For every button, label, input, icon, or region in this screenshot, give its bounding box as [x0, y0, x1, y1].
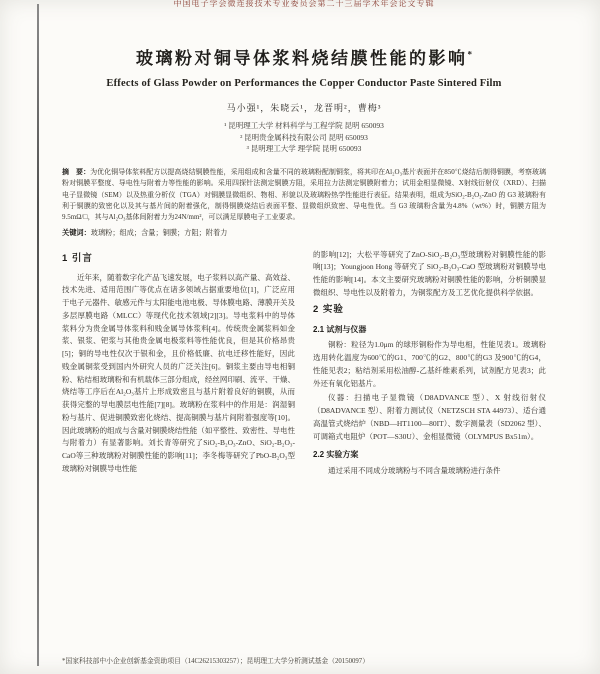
keywords-text: 玻璃粉；组成；含量；铜膜；方阻；附着力: [90, 228, 228, 237]
conference-banner-text: 中国电子学会微连接技术专业委员会第二十三届学术年会论文专辑: [173, 0, 435, 8]
authors-line: 马小强¹，朱晓云¹，龙晋明²，曹梅³: [226, 103, 382, 113]
abstract-block: [62, 167, 546, 224]
keywords-label: 关键词：: [62, 227, 91, 237]
affiliation-line-3: ³ 昆明理工大学 理学院 昆明 650093: [246, 144, 362, 154]
instruments-paragraph: 仪器：扫描电子显微镜（D8ADVANCE 型）、X 射线衍射仪（D8ADVANCE 型）、附着力测试仪（NETZSCH STA 44973）、适台通高温管式烧结炉（NBD—HT1100—80IT）、数字测量表（SD2062 型）、可调箱式电阻炉（POT—S30U）、金相显微镜（OLYMPUS Bx51m）。: [313, 393, 546, 441]
abstract-text: 为优化铜导体浆料配方以提高烧结铜膜性能，采用组成和含量不同的玻璃粉配制铜浆，将其印在Al₂O₃基片表面并在850℃烧结后制得铜膜，考察玻璃粉对铜膜平整度、导电性与附着力等性能的影响。采用四探针法测定铜膜方阻，采用拉力法测定铜膜附着力；试用金相显微镜、X射线衍射仪（XRD）、扫描电子显微镜（SEM）以及热重分析仪（TGA）对铜膜显微组织、物相、形貌以及玻璃粉热学性能进行表征。结果表明，组成为SiO₂-B₂O₃-ZnO 的 G3 玻璃粉有利于铜膜的致密化以及其与基片间的附着强化，制得铜膜烧结后表面平整、显微组织致密、导电性优。当 G3 玻璃粉含量为4.8%（wt%）时，铜膜方阻为9.5mΩ/□，其与Al₂O₃基体间附着力为24N/mm²，可以满足厚膜电子工业要求。: [62, 167, 547, 222]
affiliation-line-1: ¹ 昆明理工大学 材料科学与工程学院 昆明 650093: [224, 121, 384, 130]
experiment-plan-paragraph: 通过采用不同成分玻璃粉与不同含量玻璃粉进行条件: [328, 465, 501, 475]
section-2-2-heading: 2.2 实验方案: [313, 450, 359, 460]
column-left: [62, 249, 295, 480]
affiliations-block: [62, 120, 546, 155]
section-2-1-heading: 2.1 试剂与仪器: [313, 324, 367, 334]
paper-title: [62, 44, 546, 69]
page-content: [62, 0, 546, 480]
funding-footnote: *国家科技部中小企业创新基金资助项目（14C26215303257）；昆明理工大学分析测试基金（20150097）: [62, 658, 369, 666]
introduction-paragraph: 近年来，随着数字化产品飞速发展，电子浆料以高产量、高效益、技术先进、适用范围广等优点在诸多领域占据重要地位[1]，广泛应用于电子元器件、敏感元件与太阳能电池电极、导体膜电路、薄膜开关及多层厚膜电路（MLCC）等现代化技术领域[2][3]。导电浆料中的导体浆料分为贵金属导体浆料和贱金属导体浆料[4]。传统贵金属浆料如金浆、银浆、钯浆与其他贵金属电极浆料等性能优良，但是其价格昂贵[5]；铜的导电性仅次于银和金，且价格低廉、抗电迁移性能好，因此贱金属铜浆受到国内外研究人员的广泛关注[6]。铜浆主要由导电相铜粉、粘结相玻璃粉和有机载体三部分组成，经丝网印刷、流平、干燥、烧结等工序后在Al₂O₃基片上形成致密且与基片附着良好的铜膜，从而获得完整的导电膜层电性能[7][8]。玻璃粉在浆料中的作用是：润湿铜粉与基片、促进铜膜致密化烧结、提高铜膜与基片间附着强度等[10]。因此玻璃粉的组成与含量对铜膜烧结性能（如平整性、致密性、导电性与附着力）有显著影响。刘长青等研究了SiO₂-B₂O₃-ZnO、SiO₂-B₂O₃-CaO等三种玻璃粉对铜膜性能的影响[11]；李冬梅等研究了PbO-B₂O₃型玻璃粉对铜膜导电性能: [62, 272, 295, 473]
reagents-paragraph: 铜粉：粒径为1.0μm 的球形铜粉作为导电相，性能见表1。玻璃粉选用转化温度为600℃的G1、700℃的G2、800℃的G3 及900℃的G4，性能见表2；粘结剂采用松油醇-乙基纤维素系列，试剂配方见表3；此外还有氧化铝基片。: [313, 340, 546, 388]
keywords-line: [62, 228, 546, 238]
paper-title-text: 玻璃粉对铜导体浆料烧结膜性能的影响: [136, 49, 468, 68]
scan-artifact-line: [37, 4, 39, 666]
column-right: [313, 249, 546, 480]
conference-banner: [62, 0, 546, 11]
title-footnote-marker: *: [467, 49, 472, 60]
introduction-continuation: 的影响[12]；大松平等研究了ZnO-SiO₂-B₂O₃型玻璃粉对铜膜性能的影响[13]；Youngjoon Hong 等研究了 SiO₂-B₂O₃-CaO 型玻璃粉对铜膜导电性能的影响[14]。本文主要研究玻璃粉对铜膜性能的影响，分析铜膜显微组织、导电性以及附着力，为铜浆配方及工艺优化提供科学依据。: [313, 249, 546, 297]
paper-title-english: Effects of Glass Powder on Performances the Copper Conductor Paste Sintered Film: [106, 78, 502, 89]
abstract-label: 摘 要：: [62, 168, 91, 176]
section-2-heading: 2 实验: [313, 303, 344, 315]
affiliation-line-2: ² 昆明贵金属科技有限公司 昆明 650093: [240, 132, 368, 142]
two-column-body: [62, 249, 546, 480]
section-1-heading: 1 引言: [62, 252, 93, 264]
